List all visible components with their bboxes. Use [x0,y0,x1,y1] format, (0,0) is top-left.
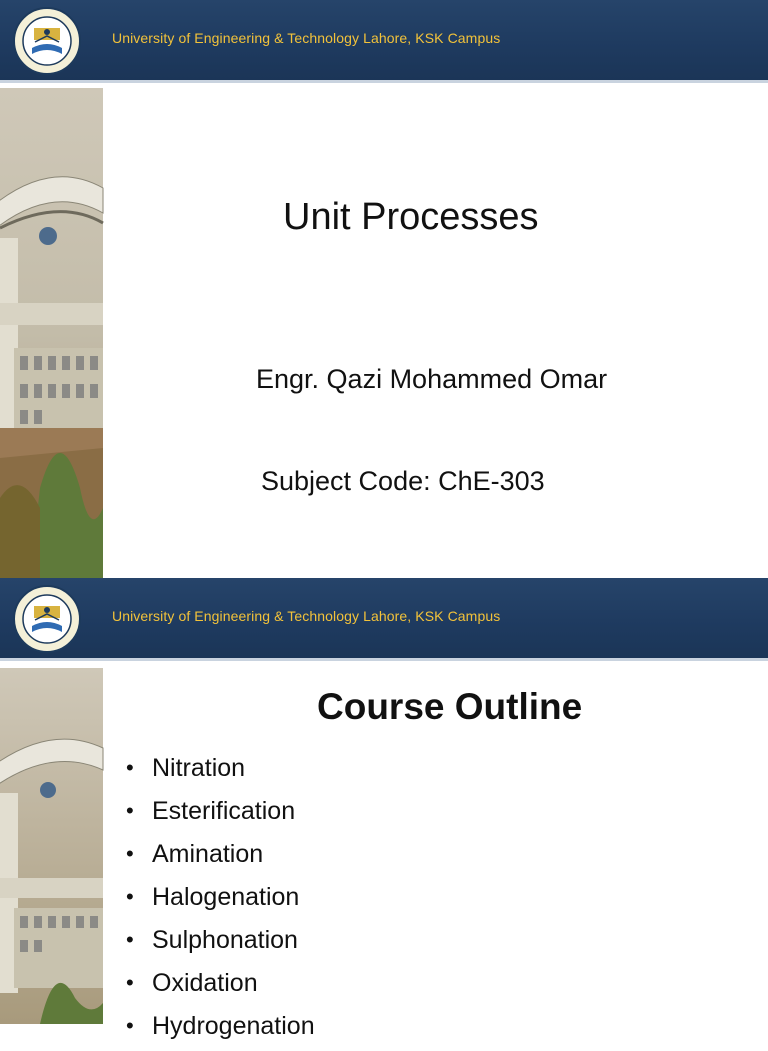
university-seal-icon [12,584,82,654]
bullet-icon: • [126,970,134,995]
list-item: • Halogenation [126,879,315,922]
list-item: • Amination [126,836,315,879]
subject-code: Subject Code: ChE-303 [261,466,545,496]
list-item: • Sulphonation [126,922,315,965]
course-topic-list [126,750,315,1051]
university-seal-icon [12,6,82,76]
bullet-icon: • [126,1013,134,1038]
list-item: • Esterification [126,793,315,836]
campus-photo [0,88,103,578]
bullet-icon: • [126,798,134,823]
bullet-icon: • [126,841,134,866]
banner-title: University of Engineering & Technology Lahore, KSK Campus [112,608,501,624]
section-title: Course Outline [317,686,583,727]
author-name: Engr. Qazi Mohammed Omar [256,364,608,394]
header-banner [0,578,768,661]
bullet-icon: • [126,927,134,952]
slide-course-outline [0,578,768,1040]
banner-title: University of Engineering & Technology Lahore, KSK Campus [112,30,501,46]
campus-photo [0,668,103,1024]
list-item: • Hydrogenation [126,1008,315,1051]
header-banner [0,0,768,83]
presentation-title: Unit Processes [283,196,539,238]
list-item: • Oxidation [126,965,315,1008]
list-item: • Nitration [126,750,315,793]
bullet-icon: • [126,755,134,780]
bullet-icon: • [126,884,134,909]
